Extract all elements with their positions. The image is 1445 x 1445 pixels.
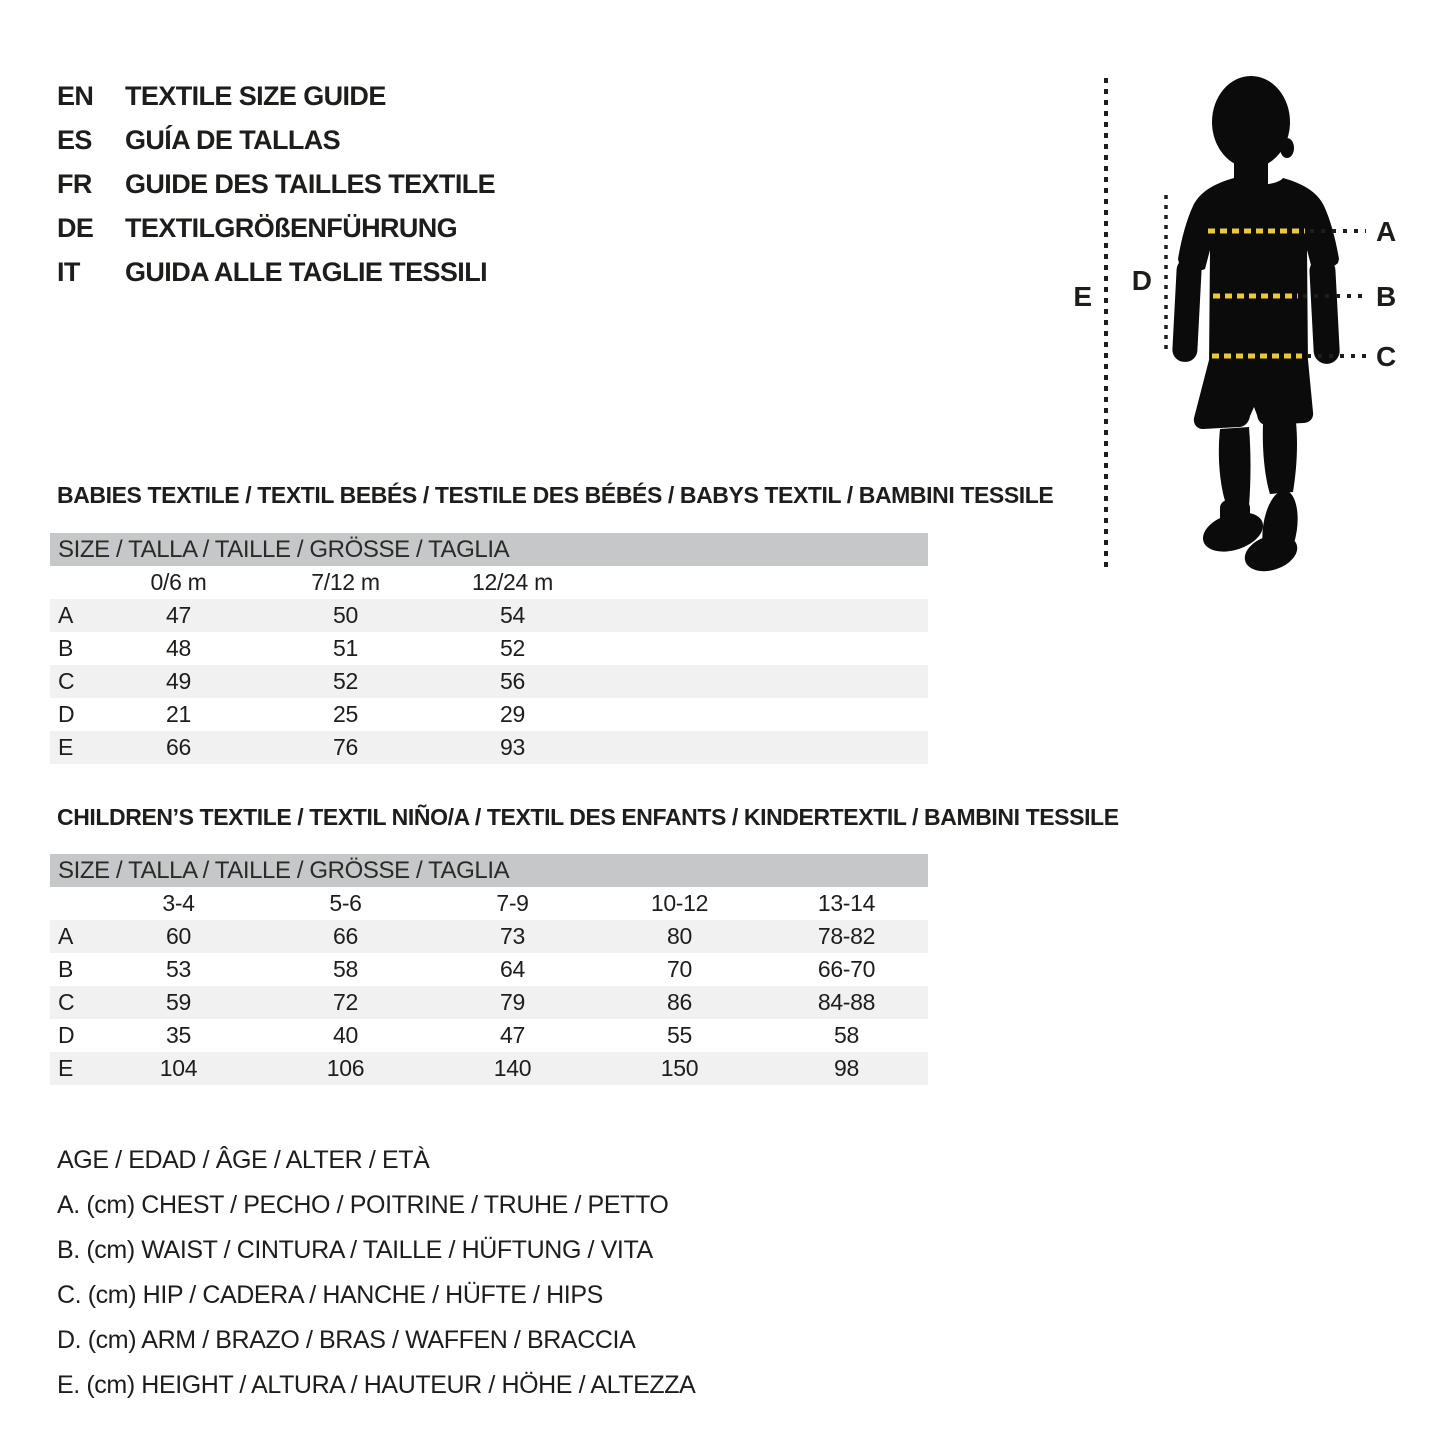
size-value-cell: 25 <box>333 701 358 727</box>
language-code: EN <box>57 80 94 111</box>
size-value-cell: 104 <box>159 1055 198 1081</box>
size-table-row <box>50 698 928 731</box>
figure-label-B: B <box>1376 281 1397 312</box>
language-code: ES <box>57 124 92 155</box>
row-label-cell: C <box>58 668 75 694</box>
size-value-cell: 66-70 <box>817 956 876 982</box>
size-value-cell: 52 <box>500 635 525 661</box>
size-value-cell: 29 <box>500 701 525 727</box>
size-table-row <box>50 731 928 764</box>
size-value-cell: 49 <box>166 668 191 694</box>
row-label-cell: D <box>58 701 75 727</box>
size-value-cell: 54 <box>500 602 525 628</box>
size-table-row <box>50 953 928 986</box>
size-table-row <box>50 986 928 1019</box>
language-row-de <box>57 206 495 250</box>
size-value-cell: 40 <box>333 1022 358 1048</box>
size-value-cell: 52 <box>333 668 358 694</box>
legend-items <box>57 1183 695 1408</box>
legend-item: A. (cm) CHEST / PECHO / POITRINE / TRUHE / PETTO <box>57 1191 669 1219</box>
size-value-cell: 47 <box>166 602 191 628</box>
babies-table-rows <box>50 566 928 764</box>
language-row-it <box>57 250 495 294</box>
language-code: IT <box>57 256 80 287</box>
legend-item: D. (cm) ARM / BRAZO / BRAS / WAFFEN / BRACCIA <box>57 1326 636 1354</box>
size-value-cell: 64 <box>500 956 525 982</box>
size-value-cell: 150 <box>660 1055 699 1081</box>
size-value-cell: 35 <box>166 1022 191 1048</box>
row-label-cell: C <box>58 989 75 1015</box>
size-value-cell: 98 <box>834 1055 859 1081</box>
size-value-cell: 60 <box>166 923 191 949</box>
guide-title-de: TEXTILGRÖßENFÜHRUNG <box>125 212 458 243</box>
language-title-list <box>57 74 495 294</box>
size-value-cell: 53 <box>166 956 191 982</box>
babies-size-table <box>50 533 928 764</box>
size-value-cell: 21 <box>166 701 191 727</box>
language-row-es <box>57 118 495 162</box>
column-header-cell: 5-6 <box>329 890 362 916</box>
size-value-cell: 106 <box>326 1055 365 1081</box>
size-value-cell: 59 <box>166 989 191 1015</box>
size-value-cell: 93 <box>500 734 525 760</box>
size-table-row <box>50 920 928 953</box>
size-table-row <box>50 599 928 632</box>
language-row-fr <box>57 162 495 206</box>
size-value-cell: 66 <box>333 923 358 949</box>
legend-item: B. (cm) WAIST / CINTURA / TAILLE / HÜFTUNG / VITA <box>57 1236 653 1264</box>
column-header-cell: 7/12 m <box>311 569 380 595</box>
size-value-cell: 86 <box>667 989 692 1015</box>
children-size-table <box>50 854 928 1085</box>
language-code: FR <box>57 168 92 199</box>
children-table-rows <box>50 887 928 1085</box>
size-value-cell: 78-82 <box>817 923 876 949</box>
child-silhouette-figure <box>1050 60 1445 620</box>
size-value-cell: 66 <box>166 734 191 760</box>
size-value-cell: 47 <box>500 1022 525 1048</box>
size-value-cell: 58 <box>333 956 358 982</box>
row-label-cell: A <box>58 923 74 949</box>
size-value-cell: 51 <box>333 635 358 661</box>
column-header-cell: 0/6 m <box>150 569 207 595</box>
size-value-cell: 72 <box>333 989 358 1015</box>
row-label-cell: B <box>58 635 74 661</box>
row-label-cell: A <box>58 602 74 628</box>
size-value-cell: 55 <box>667 1022 692 1048</box>
children-section-title: CHILDREN’S TEXTILE / TEXTIL NIÑO/A / TEXTIL DES ENFANTS / KINDERTEXTIL / BAMBINI TESSILE <box>57 804 1119 830</box>
babies-section-title: BABIES TEXTILE / TEXTIL BEBÉS / TESTILE DES BÉBÉS / BABYS TEXTIL / BAMBINI TESSILE <box>57 482 1054 508</box>
column-header-cell: 7-9 <box>496 890 529 916</box>
size-value-cell: 56 <box>500 668 525 694</box>
size-value-cell: 76 <box>333 734 358 760</box>
figure-label-A: A <box>1376 216 1397 247</box>
guide-title-es: GUÍA DE TALLAS <box>125 124 341 155</box>
size-value-cell: 70 <box>667 956 692 982</box>
child-silhouette <box>1172 76 1341 578</box>
size-value-cell: 50 <box>333 602 358 628</box>
size-value-cell: 84-88 <box>817 989 876 1015</box>
size-table-row <box>50 665 928 698</box>
size-table-row <box>50 632 928 665</box>
language-code: DE <box>57 212 94 243</box>
size-value-cell: 79 <box>500 989 525 1015</box>
guide-title-it: GUIDA ALLE TAGLIE TESSILI <box>125 256 487 287</box>
size-table-row <box>50 1019 928 1052</box>
row-label-cell: E <box>58 734 74 760</box>
size-value-cell: 73 <box>500 923 525 949</box>
column-header-cell: 13-14 <box>817 890 876 916</box>
legend-age-line: AGE / EDAD / ÂGE / ALTER / ETÀ <box>57 1146 430 1174</box>
column-header-row <box>50 566 928 599</box>
guide-title-en: TEXTILE SIZE GUIDE <box>125 80 386 111</box>
column-header-cell: 12/24 m <box>471 569 553 595</box>
size-value-cell: 80 <box>667 923 692 949</box>
language-row-en <box>57 74 495 118</box>
legend-item: E. (cm) HEIGHT / ALTURA / HAUTEUR / HÖHE / ALTEZZA <box>57 1371 696 1399</box>
row-label-cell: B <box>58 956 74 982</box>
legend-item: C. (cm) HIP / CADERA / HANCHE / HÜFTE / HIPS <box>57 1281 603 1309</box>
column-header-cell: 3-4 <box>162 890 195 916</box>
size-value-cell: 140 <box>493 1055 532 1081</box>
row-label-cell: D <box>58 1022 75 1048</box>
measurement-legend <box>57 1138 695 1408</box>
size-value-cell: 48 <box>166 635 191 661</box>
figure-label-E: E <box>1073 281 1092 312</box>
row-label-cell: E <box>58 1055 74 1081</box>
guide-title-fr: GUIDE DES TAILLES TEXTILE <box>125 168 496 199</box>
children-size-header-bar: SIZE / TALLA / TAILLE / GRÖSSE / TAGLIA <box>50 854 928 887</box>
babies-size-header-bar: SIZE / TALLA / TAILLE / GRÖSSE / TAGLIA <box>50 533 928 566</box>
size-table-row <box>50 1052 928 1085</box>
column-header-row <box>50 887 928 920</box>
column-header-cell: 10-12 <box>650 890 709 916</box>
size-value-cell: 58 <box>834 1022 859 1048</box>
figure-label-D: D <box>1131 265 1152 296</box>
figure-label-C: C <box>1376 341 1397 372</box>
